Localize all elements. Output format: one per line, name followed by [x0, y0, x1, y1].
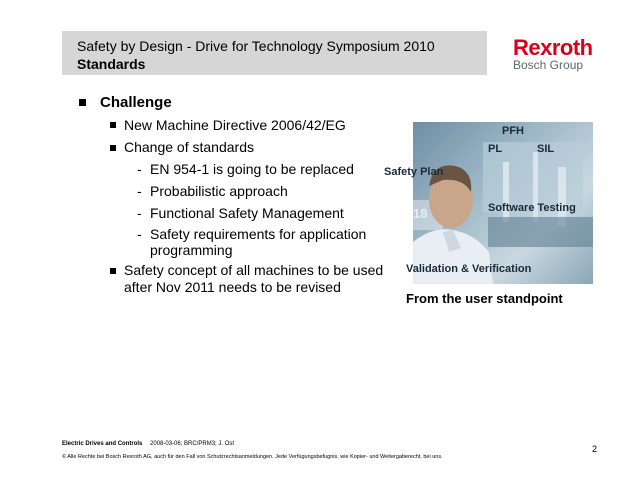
label-software-testing: Software Testing [488, 202, 576, 214]
slide-subtitle: Standards [77, 56, 146, 72]
list-item-continued: after Nov 2011 needs to be revised [124, 279, 341, 295]
bullet-square-icon [79, 99, 86, 106]
dash-icon: - [137, 161, 142, 177]
rexroth-logo [487, 31, 598, 75]
logo-group: Bosch Group [513, 58, 584, 72]
list-item: Safety concept of all machines to be used [124, 262, 384, 278]
footer-meta: 2008-03-06; BRC/PRM3; J. Ost [150, 441, 235, 447]
photo-caption: From the user standpoint [406, 291, 563, 306]
photo-number: 18 [413, 206, 428, 221]
label-sil: SIL [537, 143, 555, 155]
dash-icon: - [137, 226, 142, 242]
page-number: 2 [592, 444, 598, 454]
slide-title: Safety by Design - Drive for Technology Symposium 2010 [77, 38, 435, 54]
sub-list-item: Probabilistic approach [150, 183, 288, 199]
bullet-square-icon [110, 268, 116, 274]
bullet-square-icon [110, 145, 116, 151]
footer-info [62, 441, 234, 447]
list-item: New Machine Directive 2006/42/EG [124, 117, 346, 133]
bullet-square-icon [110, 122, 116, 128]
label-safety-plan: Safety Plan [384, 166, 444, 178]
dash-icon: - [137, 205, 142, 221]
label-pfh: PFH [502, 125, 524, 137]
label-validation: Validation & Verification [406, 263, 532, 275]
footer-dept: Electric Drives and Controls [62, 441, 143, 447]
sub-list-item-continued: programming [150, 242, 233, 258]
dash-icon: - [137, 183, 142, 199]
list-item: Change of standards [124, 139, 254, 155]
sub-list-item: Safety requirements for application [150, 226, 367, 242]
label-pl: PL [488, 143, 503, 155]
sub-list-item: Functional Safety Management [150, 205, 344, 221]
logo-name: Rexroth [513, 35, 593, 60]
sub-list-item: EN 954-1 is going to be replaced [150, 161, 354, 177]
footer-copyright: © Alle Rechte bei Bosch Rexroth AG, auch für den Fall von Schutzrechtsanmeldungen. Jede Verfügungsbefugnis, wie Kopier- und Weitergaberecht, bei uns. [62, 454, 443, 460]
heading-challenge: Challenge [100, 94, 172, 111]
